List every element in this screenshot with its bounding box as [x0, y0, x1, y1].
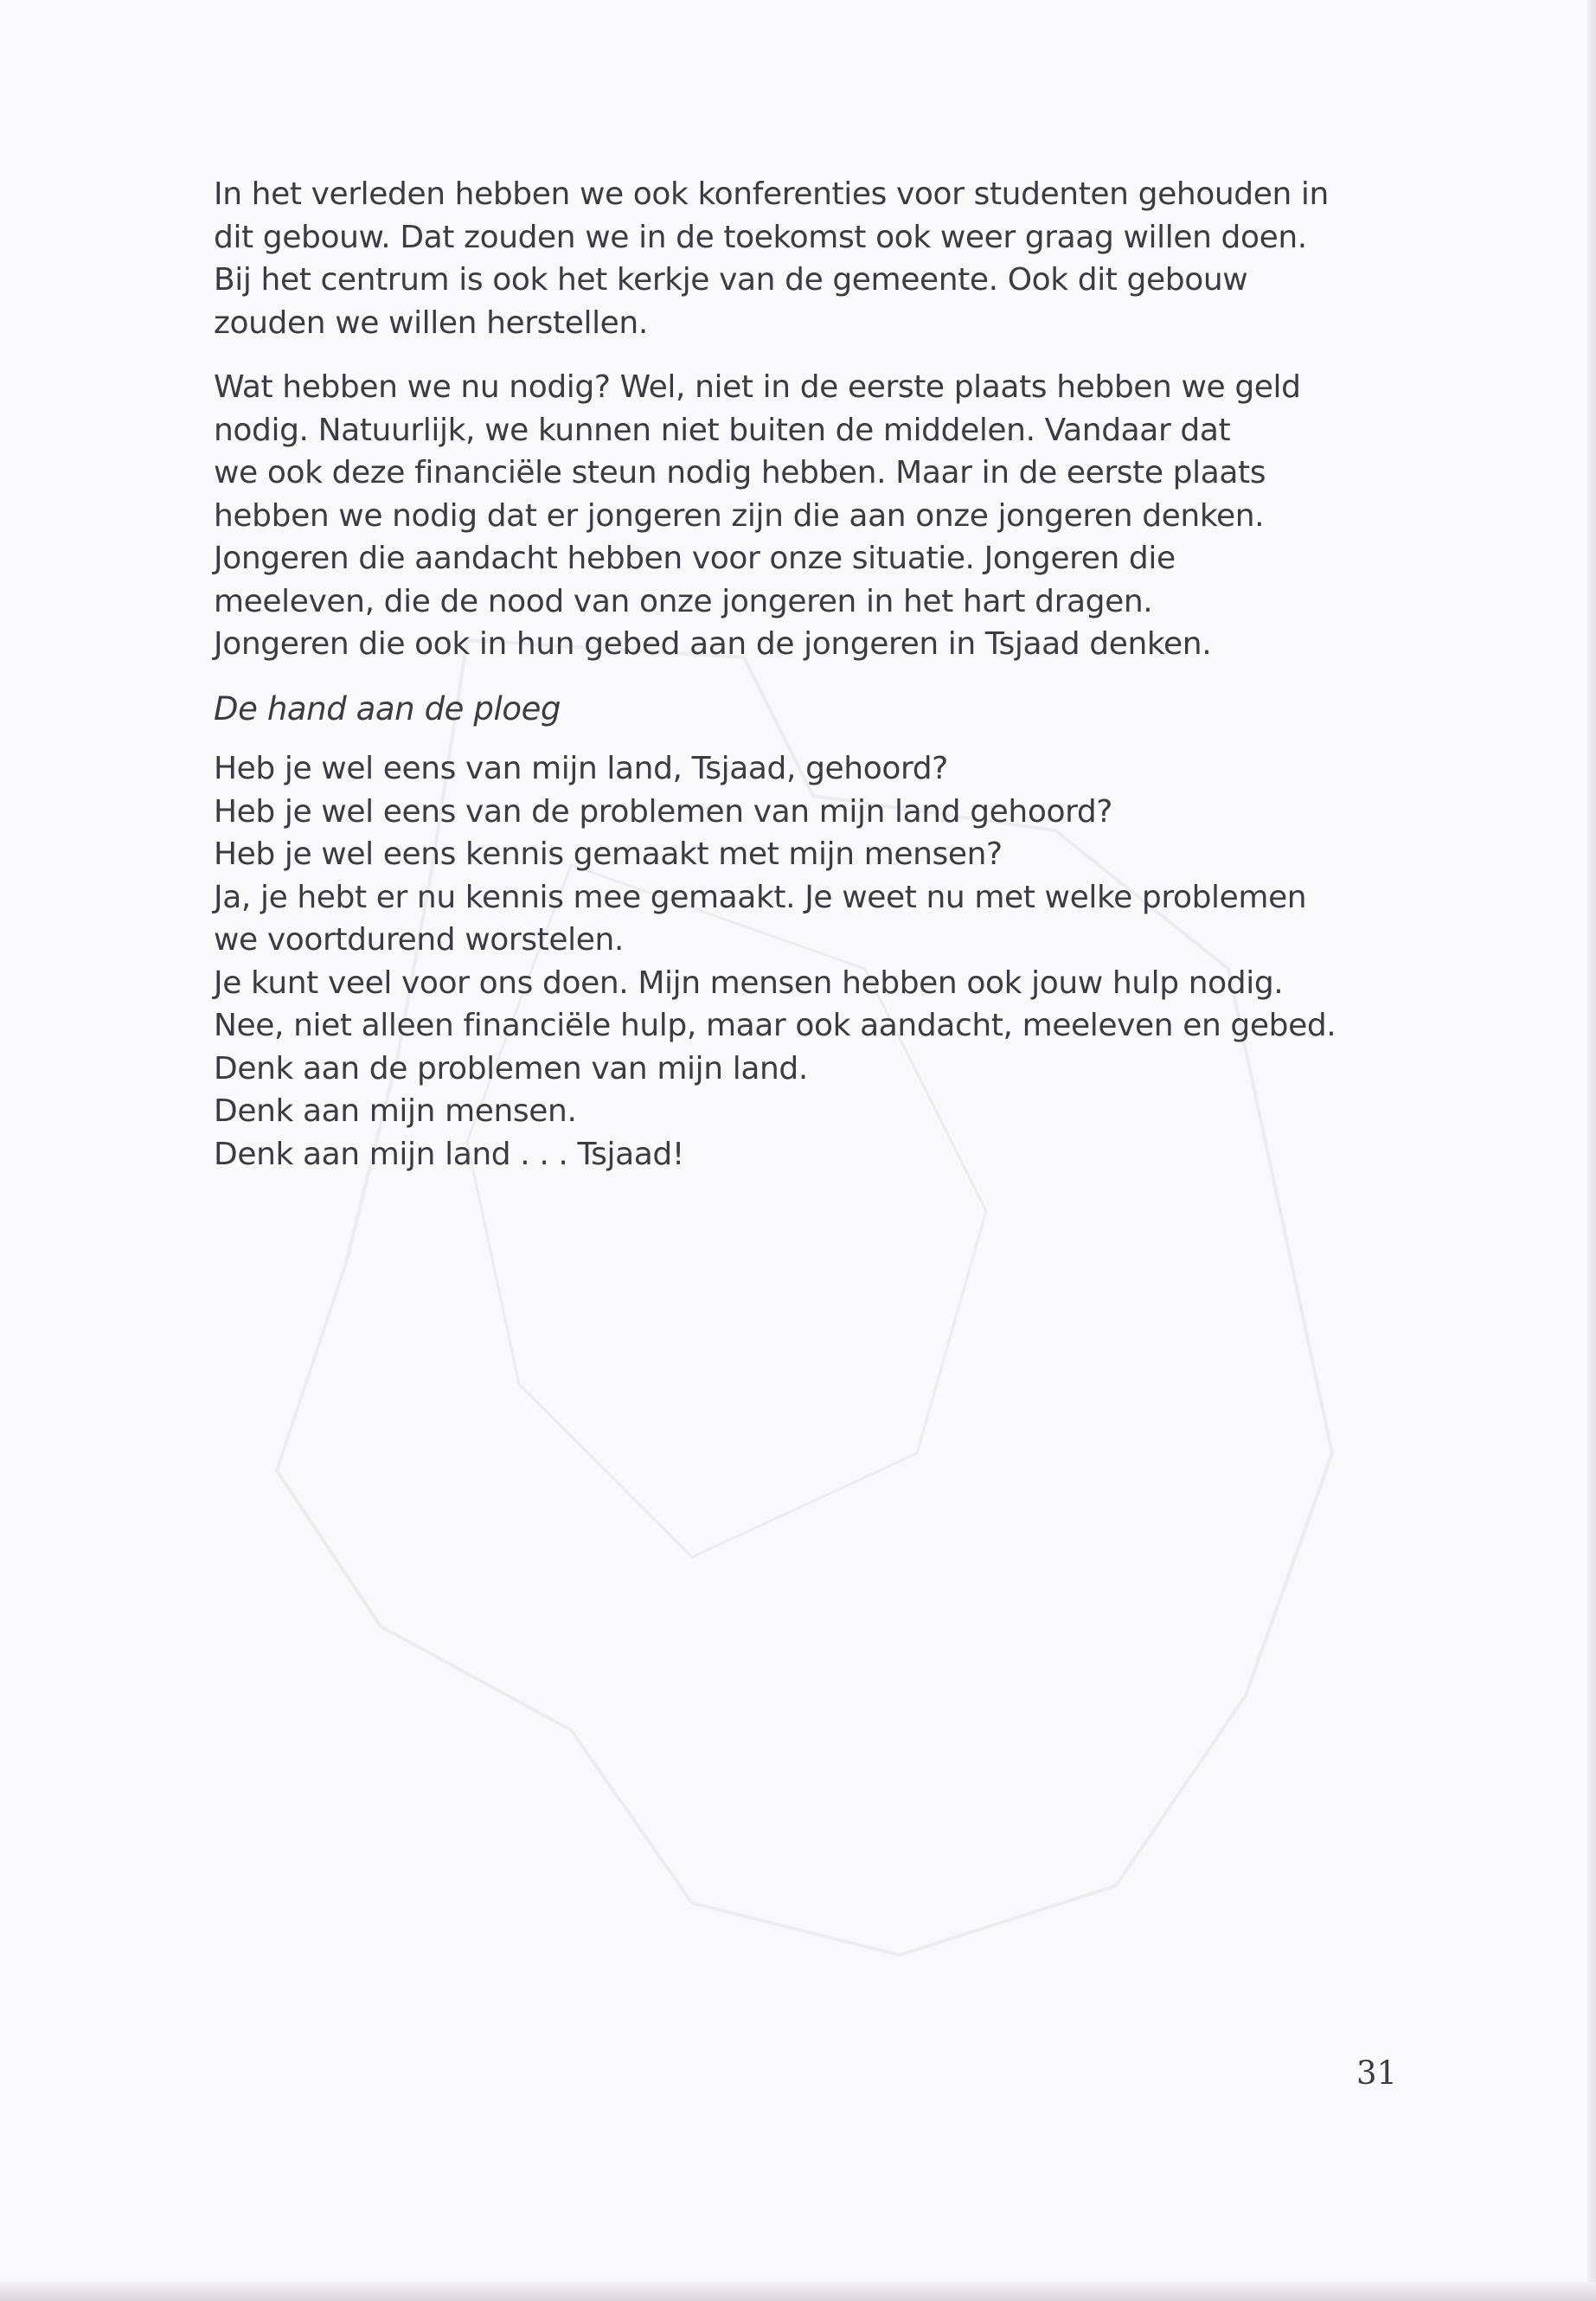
poem-line: Denk aan mijn mensen. [214, 1093, 577, 1129]
poem-line: Denk aan de problemen van mijn land. [214, 1050, 808, 1086]
paragraph-intro [214, 173, 1403, 344]
text-line: Jongeren die ook in hun gebed aan de jongeren in Tsjaad denken. [214, 626, 1212, 662]
page-bottom-shadow [0, 2282, 1596, 2301]
poem-line: Heb je wel eens van mijn land, Tsjaad, gehoord? [214, 751, 948, 786]
text-line: Wat hebben we nu nodig? Wel, niet in de eerste plaats hebben we geld [214, 369, 1301, 405]
poem-line: we voortdurend worstelen. [214, 922, 624, 958]
text-line: hebben we nodig dat er jongeren zijn die aan onze jongeren denken. [214, 497, 1265, 534]
poem-line: Denk aan mijn land . . . Tsjaad! [214, 1136, 684, 1172]
paragraph-needs [214, 366, 1403, 666]
text-line: meeleven, die de nood van onze jongeren in het hart dragen. [214, 583, 1153, 619]
text-line: zouden we willen herstellen. [214, 304, 648, 341]
text-line: we ook deze financiële steun nodig hebben. Maar in de eerste plaats [214, 455, 1266, 490]
poem-line: Nee, niet alleen financiële hulp, maar ook aandacht, meeleven en gebed. [214, 1008, 1336, 1043]
poem [214, 747, 1403, 1176]
text-line: Jongeren die aandacht hebben voor onze situatie. Jongeren die [214, 541, 1176, 576]
poem-line: Heb je wel eens kennis gemaakt met mijn mensen? [214, 836, 1003, 872]
poem-line: Ja, je hebt er nu kennis mee gemaakt. Je weet nu met welke problemen [214, 879, 1307, 915]
body-text [214, 173, 1403, 1197]
text-line: In het verleden hebben we ook konferenties voor studenten gehouden in [214, 176, 1329, 212]
page-edge [1587, 0, 1596, 2301]
poem-line: Je kunt veel voor ons doen. Mijn mensen hebben ook jouw hulp nodig. [214, 965, 1284, 1001]
page-number: 31 [1356, 2054, 1398, 2092]
poem-line: Heb je wel eens van de problemen van mijn land gehoord? [214, 793, 1113, 830]
text-line: dit gebouw. Dat zouden we in de toekomst ook weer graag willen doen. [214, 219, 1307, 255]
section-heading: De hand aan de ploeg [214, 689, 561, 727]
text-line: nodig. Natuurlijk, we kunnen niet buiten de middelen. Vandaar dat [214, 412, 1231, 448]
text-line: Bij het centrum is ook het kerkje van de gemeente. Ook dit gebouw [214, 262, 1248, 298]
